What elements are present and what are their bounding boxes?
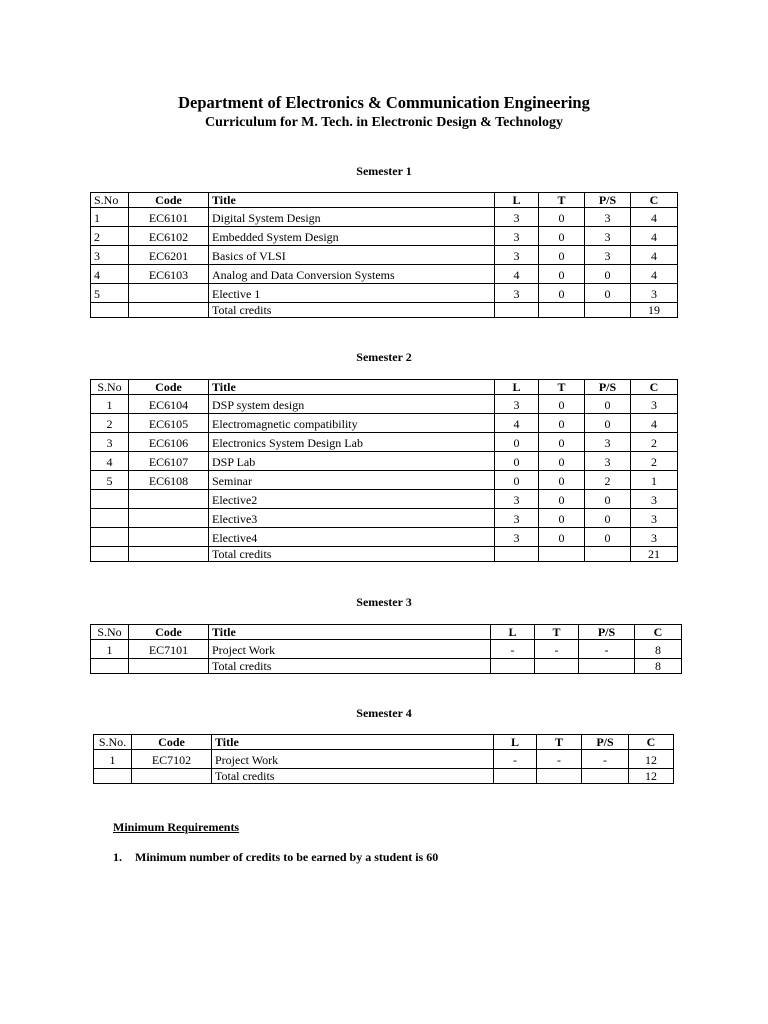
table-row — [91, 640, 682, 659]
cell-sno: 1 — [94, 750, 132, 769]
cell-sno: 3 — [91, 433, 129, 452]
column-header: L — [495, 380, 539, 395]
cell-t: 0 — [539, 490, 585, 509]
total-row — [91, 659, 682, 674]
empty-cell — [91, 547, 129, 562]
cell-l: - — [491, 640, 535, 659]
total-credits-label: Total credits — [209, 303, 495, 318]
cell-l: 3 — [495, 490, 539, 509]
column-header: C — [629, 735, 674, 750]
column-header: Code — [129, 193, 209, 208]
column-header: C — [631, 380, 678, 395]
column-header: P/S — [585, 193, 631, 208]
empty-cell — [494, 769, 537, 784]
cell-c: 8 — [635, 640, 682, 659]
cell-l: 4 — [495, 265, 539, 284]
cell-l: 3 — [495, 227, 539, 246]
total-credits-value: 19 — [631, 303, 678, 318]
cell-c: 3 — [631, 284, 678, 303]
semester-heading: Semester 1 — [356, 164, 412, 178]
cell-c: 4 — [631, 265, 678, 284]
cell-c: 4 — [631, 246, 678, 265]
cell-l: 3 — [495, 395, 539, 414]
cell-c: 3 — [631, 395, 678, 414]
empty-cell — [537, 769, 582, 784]
cell-code: EC7101 — [129, 640, 209, 659]
table-row — [94, 750, 674, 769]
cell-l: 0 — [495, 452, 539, 471]
cell-title: Embedded System Design — [209, 227, 495, 246]
semester-heading: Semester 2 — [356, 350, 412, 364]
cell-code: EC6106 — [129, 433, 209, 452]
cell-sno: 1 — [91, 208, 129, 227]
table-header-row — [91, 625, 682, 640]
cell-title: Project Work — [209, 640, 491, 659]
table-row — [91, 433, 678, 452]
cell-code: EC6104 — [129, 395, 209, 414]
column-header: T — [537, 735, 582, 750]
cell-code: EC7102 — [132, 750, 212, 769]
semester-table — [90, 624, 682, 674]
cell-sno — [91, 509, 129, 528]
semester-heading: Semester 4 — [356, 706, 412, 720]
column-header: T — [539, 193, 585, 208]
cell-sno: 1 — [91, 640, 129, 659]
cell-code: EC6107 — [129, 452, 209, 471]
semester-table — [90, 192, 678, 318]
empty-cell — [495, 303, 539, 318]
total-credits-value: 8 — [635, 659, 682, 674]
empty-cell — [579, 659, 635, 674]
column-header: Title — [209, 625, 491, 640]
cell-code — [129, 509, 209, 528]
empty-cell — [129, 303, 209, 318]
cell-t: 0 — [539, 227, 585, 246]
column-header: Code — [132, 735, 212, 750]
table-row — [91, 284, 678, 303]
cell-l: 3 — [495, 284, 539, 303]
total-credits-label: Total credits — [209, 547, 495, 562]
table-row — [91, 246, 678, 265]
cell-l: 3 — [495, 246, 539, 265]
column-header: T — [539, 380, 585, 395]
cell-t: 0 — [539, 414, 585, 433]
column-header: S.No — [91, 380, 129, 395]
requirement-text: Minimum number of credits to be earned by a student is 60 — [135, 850, 439, 864]
cell-title: DSP Lab — [209, 452, 495, 471]
table-row — [91, 208, 678, 227]
cell-sno: 2 — [91, 227, 129, 246]
empty-cell — [539, 303, 585, 318]
cell-code: EC6105 — [129, 414, 209, 433]
empty-cell — [535, 659, 579, 674]
cell-ps: 0 — [585, 284, 631, 303]
cell-title: Elective2 — [209, 490, 495, 509]
department-title: Department of Electronics & Communication Engineering — [178, 93, 590, 112]
cell-ps: 3 — [585, 227, 631, 246]
requirement-number: 1. — [113, 850, 122, 864]
requirement-item — [113, 850, 438, 865]
cell-l: - — [494, 750, 537, 769]
cell-c: 12 — [629, 750, 674, 769]
cell-c: 1 — [631, 471, 678, 490]
table-row — [91, 528, 678, 547]
table-row — [91, 227, 678, 246]
cell-sno: 4 — [91, 452, 129, 471]
cell-code: EC6103 — [129, 265, 209, 284]
cell-sno: 4 — [91, 265, 129, 284]
curriculum-title: Curriculum for M. Tech. in Electronic Design & Technology — [204, 115, 564, 130]
empty-cell — [91, 303, 129, 318]
cell-l: 4 — [495, 414, 539, 433]
total-credits-label: Total credits — [212, 769, 494, 784]
cell-title: Elective 1 — [209, 284, 495, 303]
cell-c: 3 — [631, 528, 678, 547]
table-header-row — [94, 735, 674, 750]
cell-code: EC6102 — [129, 227, 209, 246]
cell-ps: 3 — [585, 208, 631, 227]
table-row — [91, 509, 678, 528]
empty-cell — [539, 547, 585, 562]
column-header: Title — [209, 380, 495, 395]
cell-title: Basics of VLSI — [209, 246, 495, 265]
cell-t: 0 — [539, 208, 585, 227]
column-header: P/S — [582, 735, 629, 750]
cell-code: EC6201 — [129, 246, 209, 265]
cell-t: 0 — [539, 246, 585, 265]
cell-sno: 1 — [91, 395, 129, 414]
cell-title: Digital System Design — [209, 208, 495, 227]
empty-cell — [132, 769, 212, 784]
table-row — [91, 452, 678, 471]
semester-heading: Semester 3 — [356, 595, 412, 609]
cell-title: DSP system design — [209, 395, 495, 414]
column-header: L — [494, 735, 537, 750]
cell-c: 3 — [631, 509, 678, 528]
table-row — [91, 490, 678, 509]
cell-title: Analog and Data Conversion Systems — [209, 265, 495, 284]
cell-code — [129, 528, 209, 547]
cell-sno: 5 — [91, 471, 129, 490]
column-header: Title — [209, 193, 495, 208]
cell-l: 3 — [495, 208, 539, 227]
cell-title: Electromagnetic compatibility — [209, 414, 495, 433]
cell-c: 3 — [631, 490, 678, 509]
cell-t: 0 — [539, 284, 585, 303]
cell-l: 0 — [495, 433, 539, 452]
empty-cell — [585, 547, 631, 562]
cell-sno: 2 — [91, 414, 129, 433]
cell-t: 0 — [539, 433, 585, 452]
semester-table — [90, 379, 678, 562]
cell-sno — [91, 490, 129, 509]
empty-cell — [491, 659, 535, 674]
cell-ps: 0 — [585, 265, 631, 284]
table-row — [91, 265, 678, 284]
cell-ps: 0 — [585, 490, 631, 509]
column-header: L — [491, 625, 535, 640]
column-header: Code — [129, 380, 209, 395]
cell-l: 0 — [495, 471, 539, 490]
total-row — [91, 303, 678, 318]
cell-t: 0 — [539, 471, 585, 490]
cell-code — [129, 490, 209, 509]
cell-title: Project Work — [212, 750, 494, 769]
table-row — [91, 471, 678, 490]
cell-ps: 0 — [585, 395, 631, 414]
cell-t: - — [535, 640, 579, 659]
empty-cell — [582, 769, 629, 784]
cell-ps: 0 — [585, 528, 631, 547]
cell-l: 3 — [495, 528, 539, 547]
cell-title: Electronics System Design Lab — [209, 433, 495, 452]
cell-sno: 3 — [91, 246, 129, 265]
cell-t: 0 — [539, 265, 585, 284]
column-header: T — [535, 625, 579, 640]
table-row — [91, 414, 678, 433]
cell-t: 0 — [539, 528, 585, 547]
total-credits-value: 12 — [629, 769, 674, 784]
column-header: Title — [212, 735, 494, 750]
total-row — [91, 547, 678, 562]
column-header: L — [495, 193, 539, 208]
cell-c: 2 — [631, 452, 678, 471]
cell-ps: - — [582, 750, 629, 769]
cell-code: EC6101 — [129, 208, 209, 227]
cell-c: 4 — [631, 227, 678, 246]
cell-t: - — [537, 750, 582, 769]
total-row — [94, 769, 674, 784]
semester-table — [93, 734, 674, 784]
empty-cell — [129, 659, 209, 674]
table-header-row — [91, 193, 678, 208]
cell-sno: 5 — [91, 284, 129, 303]
cell-c: 4 — [631, 414, 678, 433]
cell-ps: 0 — [585, 414, 631, 433]
column-header: Code — [129, 625, 209, 640]
cell-title: Seminar — [209, 471, 495, 490]
empty-cell — [91, 659, 129, 674]
cell-ps: - — [579, 640, 635, 659]
column-header: S.No — [91, 193, 129, 208]
cell-ps: 2 — [585, 471, 631, 490]
column-header: C — [635, 625, 682, 640]
total-credits-value: 21 — [631, 547, 678, 562]
column-header: P/S — [585, 380, 631, 395]
cell-ps: 3 — [585, 246, 631, 265]
cell-t: 0 — [539, 395, 585, 414]
column-header: P/S — [579, 625, 635, 640]
minimum-requirements-heading: Minimum Requirements — [113, 820, 240, 834]
cell-c: 2 — [631, 433, 678, 452]
column-header: S.No — [91, 625, 129, 640]
cell-sno — [91, 528, 129, 547]
cell-l: 3 — [495, 509, 539, 528]
table-row — [91, 395, 678, 414]
empty-cell — [129, 547, 209, 562]
empty-cell — [495, 547, 539, 562]
column-header: C — [631, 193, 678, 208]
total-credits-label: Total credits — [209, 659, 491, 674]
cell-ps: 3 — [585, 433, 631, 452]
cell-t: 0 — [539, 452, 585, 471]
cell-ps: 3 — [585, 452, 631, 471]
table-header-row — [91, 380, 678, 395]
cell-code — [129, 284, 209, 303]
cell-code: EC6108 — [129, 471, 209, 490]
empty-cell — [585, 303, 631, 318]
cell-title: Elective4 — [209, 528, 495, 547]
cell-t: 0 — [539, 509, 585, 528]
empty-cell — [94, 769, 132, 784]
cell-c: 4 — [631, 208, 678, 227]
column-header: S.No. — [94, 735, 132, 750]
cell-title: Elective3 — [209, 509, 495, 528]
cell-ps: 0 — [585, 509, 631, 528]
